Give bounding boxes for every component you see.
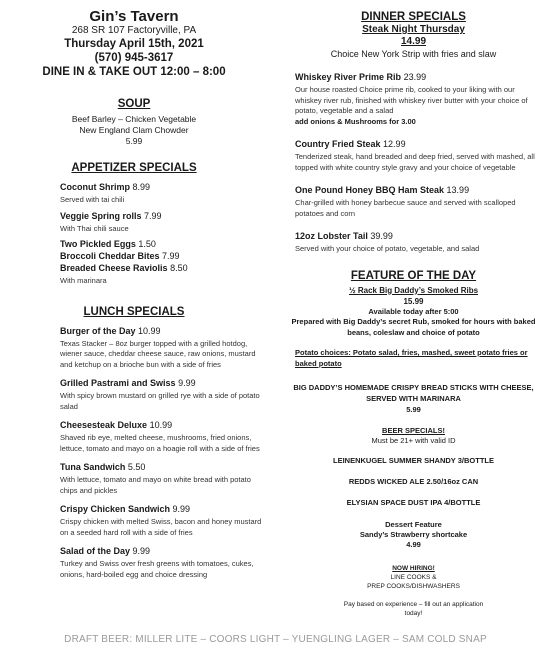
hiring-line-2: PREP COOKS/DISHWASHERS [367,583,460,590]
appetizer-section [0,161,268,287]
steak-night-title: Steak Night Thursday [362,24,465,35]
item-desc: Served with your choice of potato, vegetable, and salad [295,244,480,253]
item-price: 9.99 [172,504,191,514]
item-name: Cheesesteak Deluxe [60,420,148,430]
steak-night-desc: Choice New York Strip with fries and slaw [330,49,497,59]
item-name: Breaded Cheese Raviolis [60,263,168,273]
lunch-section [0,305,268,581]
item-desc: Served with tai chili [60,195,125,204]
dinner-item [276,71,551,127]
item-desc: Char-grilled with honey barbecue sauce and served with scalloped potatoes and corn [295,198,516,218]
beer-item: ELYSIAN SPACE DUST IPA 4/BOTTLE [346,498,481,507]
lunch-heading: LUNCH SPECIALS [83,305,185,318]
item-price: 9.99 [132,546,151,556]
dessert-price: 4.99 [406,540,421,549]
item-price: 13.99 [446,185,470,195]
item-price: 39.99 [370,231,393,241]
lunch-item [0,419,268,454]
feature-price: 15.99 [403,296,424,306]
hiring-heading: NOW HIRING! [392,565,435,572]
restaurant-name: Gin’s Tavern [89,8,179,25]
bread-sticks-text: BIG DADDY’S HOMEMADE CRISPY BREAD STICKS WITH CHEESE, SERVED WITH MARINARA [293,383,534,403]
feature-desc: Prepared with Big Daddy’s secret Rub, smoked for hours with baked beans, coleslaw and choice of potato [291,317,536,337]
item-price: 5.50 [127,462,146,472]
appetizer-heading: APPETIZER SPECIALS [71,162,197,174]
hours: DINE IN & TAKE OUT 12:00 – 8:00 [42,66,226,78]
lunch-item [0,545,268,580]
hiring-line-1: LINE COOKS & [390,574,437,581]
item-price: 23.99 [403,72,427,82]
address: 268 SR 107 Factoryville, PA [71,25,197,36]
beer-note: Must be 21+ with valid ID [371,436,456,445]
dinner-item [276,230,551,255]
dessert-heading: Dessert Feature [385,520,442,529]
left-column [0,0,268,580]
item-desc: Crispy chicken with melted Swiss, bacon and honey mustard on a seeded hard roll with a side of fries [60,517,262,537]
item-name: Veggie Spring rolls [60,210,142,221]
soup-price: 5.99 [125,136,143,146]
item-desc: With spicy brown mustard on grilled rye with a side of potato salad [60,391,260,411]
dinner-heading: DINNER SPECIALS [361,11,466,23]
beer-item: REDDS WICKED ALE 2.50/16oz CAN [348,477,479,486]
item-name: Two Pickled Eggs [60,239,136,249]
beer-item: LEINENKUGEL SUMMER SHANDY 3/BOTTLE [333,456,494,465]
appetizer-item [0,238,268,250]
appetizer-item [0,262,268,287]
item-desc: With marinara [60,276,107,285]
appetizer-item [0,181,268,206]
lunch-item [0,325,268,371]
dinner-section [276,10,551,255]
item-name: Coconut Shrimp [60,182,130,192]
item-desc: Texas Stacker – 8oz burger topped with a grilled hotdog, wiener sauce, cheddar cheese sauce, raw onions, mustard and ketchup on a brioche bun with a side of fries [60,338,256,369]
feature-heading: FEATURE OF THE DAY [350,269,477,282]
item-name: Burger of the Day [60,325,136,336]
item-extra: add onions & Mushrooms for 3.00 [295,116,416,126]
feature-name: ½ Rack Big Daddy’s Smoked Ribs [348,285,479,295]
dessert-section [276,520,551,550]
item-desc: With lettuce, tomato and mayo on white bread with potato chips and pickles [60,475,251,495]
beer-section [276,426,551,508]
item-price: 9.99 [178,378,196,388]
feature-section [276,269,551,370]
draft-beer-footer: DRAFT BEER: MILLER LITE – COORS LIGHT – YUENGLING LAGER – SAM COLD SNAP [64,634,487,645]
dinner-item [276,184,551,219]
right-column [276,0,551,618]
soup-section [0,97,268,147]
appetizer-item [0,210,268,235]
soup-heading: SOUP [117,98,151,110]
item-price: 7.99 [162,251,180,261]
item-name: 12oz Lobster Tail [295,231,368,241]
bread-sticks-price: 5.99 [406,405,421,414]
item-name: Grilled Pastrami and Swiss [60,378,176,388]
appetizer-item [0,250,268,262]
item-price: 1.50 [138,239,156,249]
lunch-item [0,503,268,538]
lunch-item [0,461,268,496]
item-price: 10.99 [149,420,173,430]
dessert-name: Sandy’s Strawberry shortcake [359,530,468,539]
item-name: Country Fried Steak [295,139,381,149]
item-name: Crispy Chicken Sandwich [60,504,171,514]
item-name: Whiskey River Prime Rib [295,72,402,82]
item-price: 7.99 [144,210,162,221]
item-desc: Shaved rib eye, melted cheese, mushrooms, fried onions, lettuce, tomato and mayo on a hoagie roll with a side of fries [60,433,260,453]
item-desc: With Thai chili sauce [60,223,129,233]
hiring-section [276,564,551,618]
item-name: Broccoli Cheddar Bites [60,251,160,261]
potato-choices: Potato choices: Potato salad, fries, mashed, sweet potato fries or baked potato [295,348,528,368]
item-desc: Tenderized steak, hand breaded and deep fried, served with mashed, all topped with white country style gravy and your choice of vegetable [295,152,535,172]
item-price: 10.99 [138,325,161,336]
dinner-item [276,138,551,173]
menu-header [0,8,268,79]
soup-line-1: Beef Barley – Chicken Vegetable [71,114,197,124]
item-price: 8.50 [170,263,188,273]
phone-number: (570) 945-3617 [94,52,174,64]
feature-availability: Available today after 5:00 [368,306,459,316]
item-desc: Turkey and Swiss over fresh greens with tomatoes, cukes, onions, hard-boiled egg and choice dressing [60,559,254,579]
lunch-item [0,377,268,412]
item-price: 12.99 [383,139,406,149]
soup-line-2: New England Clam Chowder [79,125,189,135]
item-name: Tuna Sandwich [60,462,126,472]
bread-sticks-section [276,382,551,415]
beer-heading: BEER SPECIALS! [382,426,445,435]
menu-date: Thursday April 15th, 2021 [64,38,204,50]
item-name: One Pound Honey BBQ Ham Steak [295,185,445,195]
item-desc: Our house roasted Choice prime rib, cooked to your liking with our whiskey river rub, finished with whiskey river butter with your choice of potato, vegetable and a salad [295,85,528,115]
item-price: 8.99 [132,182,151,192]
steak-night-price: 14.99 [400,36,427,47]
item-name: Salad of the Day [60,546,131,556]
hiring-note: Pay based on experience – fill out an application today! [343,601,484,617]
